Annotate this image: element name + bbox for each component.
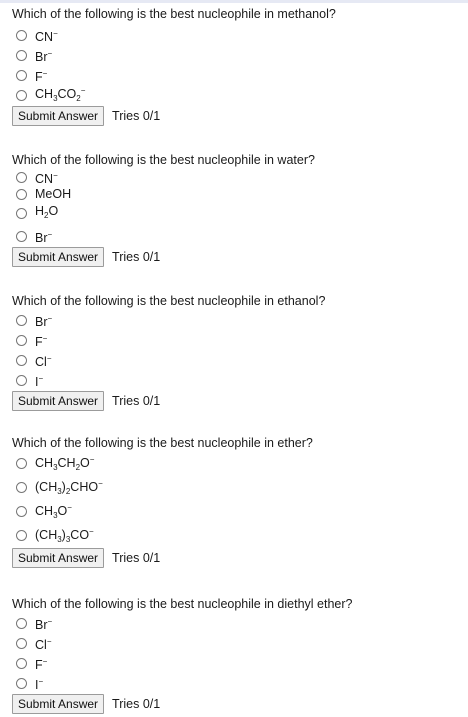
- submit-answer-button[interactable]: Submit Answer: [12, 548, 104, 568]
- option-label: Br−: [35, 313, 53, 329]
- radio-button[interactable]: [16, 335, 27, 346]
- option-label: Cl−: [35, 353, 52, 369]
- option-label: Br−: [35, 616, 53, 632]
- radio-button[interactable]: [16, 172, 27, 183]
- option-label: Br−: [35, 48, 53, 64]
- tries-counter: Tries 0/1: [112, 109, 161, 123]
- answer-option[interactable]: [12, 370, 462, 390]
- radio-button[interactable]: [16, 658, 27, 669]
- radio-button[interactable]: [16, 506, 27, 517]
- answer-option[interactable]: [12, 85, 462, 105]
- answer-option[interactable]: [12, 477, 462, 498]
- question-prompt: Which of the following is the best nucleophile in ether?: [12, 436, 313, 450]
- tries-counter: Tries 0/1: [112, 697, 161, 711]
- option-label: $CH_3CH_2O^-$: [35, 455, 95, 472]
- radio-button[interactable]: [16, 315, 27, 326]
- submit-answer-button[interactable]: Submit Answer: [12, 694, 104, 714]
- option-label: F−: [35, 656, 48, 672]
- submit-row: [12, 548, 462, 568]
- radio-button[interactable]: [16, 189, 27, 200]
- answer-option[interactable]: [12, 350, 462, 370]
- question-block-4: [12, 434, 462, 568]
- answer-option[interactable]: [12, 613, 462, 633]
- option-label: Cl−: [35, 636, 52, 652]
- radio-button[interactable]: [16, 530, 27, 541]
- option-label: Br−: [35, 229, 53, 245]
- radio-button[interactable]: [16, 458, 27, 469]
- question-block-3: [12, 292, 462, 411]
- radio-button[interactable]: [16, 638, 27, 649]
- radio-button[interactable]: [16, 70, 27, 81]
- radio-button[interactable]: [16, 678, 27, 689]
- tries-counter: Tries 0/1: [112, 551, 161, 565]
- option-label: CN−: [35, 171, 58, 186]
- answer-option[interactable]: [12, 453, 462, 474]
- submit-row: [12, 106, 462, 126]
- radio-button[interactable]: [16, 90, 27, 101]
- question-prompt: Which of the following is the best nucleophile in ethanol?: [12, 294, 326, 308]
- answer-option[interactable]: [12, 501, 462, 522]
- radio-button[interactable]: [16, 355, 27, 366]
- answer-option[interactable]: [12, 203, 462, 223]
- option-label: F−: [35, 333, 48, 349]
- option-label: $(CH_3)_2CHO^-$: [35, 479, 103, 496]
- answer-option[interactable]: [12, 169, 462, 186]
- radio-button[interactable]: [16, 30, 27, 41]
- option-label: $H_2O$: [35, 203, 59, 220]
- option-label: CN−: [35, 28, 58, 44]
- submit-row: [12, 391, 462, 411]
- option-label: $CH_3CO_2^-$: [35, 86, 86, 103]
- answer-option[interactable]: [12, 45, 462, 65]
- radio-button[interactable]: [16, 208, 27, 219]
- radio-button[interactable]: [16, 618, 27, 629]
- option-label: F−: [35, 68, 48, 84]
- answer-option[interactable]: [12, 310, 462, 330]
- submit-row: [12, 247, 462, 267]
- answer-option[interactable]: [12, 673, 462, 693]
- tries-counter: Tries 0/1: [112, 250, 161, 264]
- answer-option[interactable]: [12, 25, 462, 45]
- option-label: I−: [35, 676, 44, 692]
- submit-answer-button[interactable]: Submit Answer: [12, 106, 104, 126]
- option-label: $CH_3O^-$: [35, 503, 72, 520]
- question-block-1: [12, 5, 462, 126]
- option-label: I−: [35, 373, 44, 389]
- answer-option[interactable]: [12, 186, 462, 203]
- answer-option[interactable]: [12, 525, 462, 546]
- question-block-5: [12, 595, 462, 714]
- question-prompt: Which of the following is the best nucleophile in methanol?: [12, 7, 336, 21]
- top-divider: [0, 0, 468, 3]
- tries-counter: Tries 0/1: [112, 394, 161, 408]
- radio-button[interactable]: [16, 375, 27, 386]
- radio-button[interactable]: [16, 50, 27, 61]
- option-label: $(CH_3)_3CO^-$: [35, 527, 94, 544]
- answer-option[interactable]: [12, 226, 462, 246]
- submit-answer-button[interactable]: Submit Answer: [12, 247, 104, 267]
- submit-row: [12, 694, 462, 714]
- submit-answer-button[interactable]: Submit Answer: [12, 391, 104, 411]
- radio-button[interactable]: [16, 231, 27, 242]
- question-block-2: [12, 151, 462, 267]
- radio-button[interactable]: [16, 482, 27, 493]
- answer-option[interactable]: [12, 330, 462, 350]
- question-prompt: Which of the following is the best nucleophile in water?: [12, 153, 315, 167]
- answer-option[interactable]: [12, 653, 462, 673]
- question-prompt: Which of the following is the best nucleophile in diethyl ether?: [12, 597, 353, 611]
- answer-option[interactable]: [12, 633, 462, 653]
- option-label: MeOH: [35, 187, 72, 201]
